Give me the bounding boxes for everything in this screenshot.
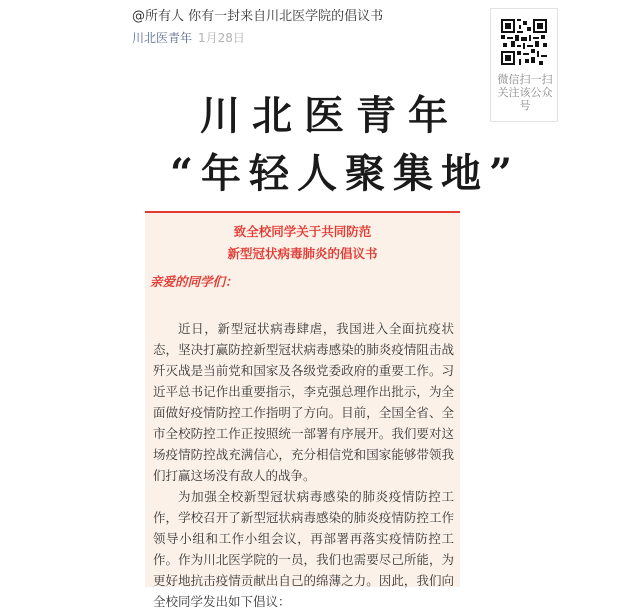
article-title: @所有人 你有一封来自川北医学院的倡议书 <box>132 9 384 24</box>
letter-paragraph: 近日，新型冠状病毒肆虐，我国进入全面抗疫状态，坚决打赢防控新型冠状病毒感染的肺炎疫情阻击战歼灭战是当前党和国家及各级党委政府的重要工作。习近平总书记作出重要指示，李克强总理作出批示，为全面做好疫情防控工作指明了方向。目前，全国全省、全市全校防控工作正按照统一部署有序展开。我们要对这场疫情防控战充满信心，充分相信党和国家能够带领我们打赢这场没有敌人的战争。 <box>153 321 454 483</box>
publish-date: 1月28日 <box>198 31 245 45</box>
banner-heading: 川北医青年 <box>200 92 460 139</box>
proposal-letter <box>145 211 460 609</box>
article-meta <box>132 30 245 46</box>
qr-code-panel <box>490 8 558 122</box>
letter-title-line-2: 新型冠状病毒肺炎的倡议书 <box>227 246 378 261</box>
qr-code-icon <box>501 19 547 65</box>
letter-salutation: 亲爱的同学们： <box>150 274 238 289</box>
banner-slogan: “年轻人聚集地” <box>170 150 521 197</box>
qr-caption: 微信扫一扫关注该公众号 <box>497 73 553 112</box>
letter-title-line-1: 致全校同学关于共同防范 <box>233 224 372 239</box>
account-link[interactable]: 川北医青年 <box>132 31 193 45</box>
letter-paragraph: 为加强全校新型冠状病毒感染的肺炎疫情防控工作，学校召开了新型冠状病毒感染的肺炎疫情防控工作领导小组和工作小组会议，再部署再落实疫情防控工作。作为川北医学院的一员，我们也需要尽己所能，为更好地抗击疫情贡献出自己的绵薄之力。因此，我们向全校同学发出如下倡议： <box>153 489 454 609</box>
